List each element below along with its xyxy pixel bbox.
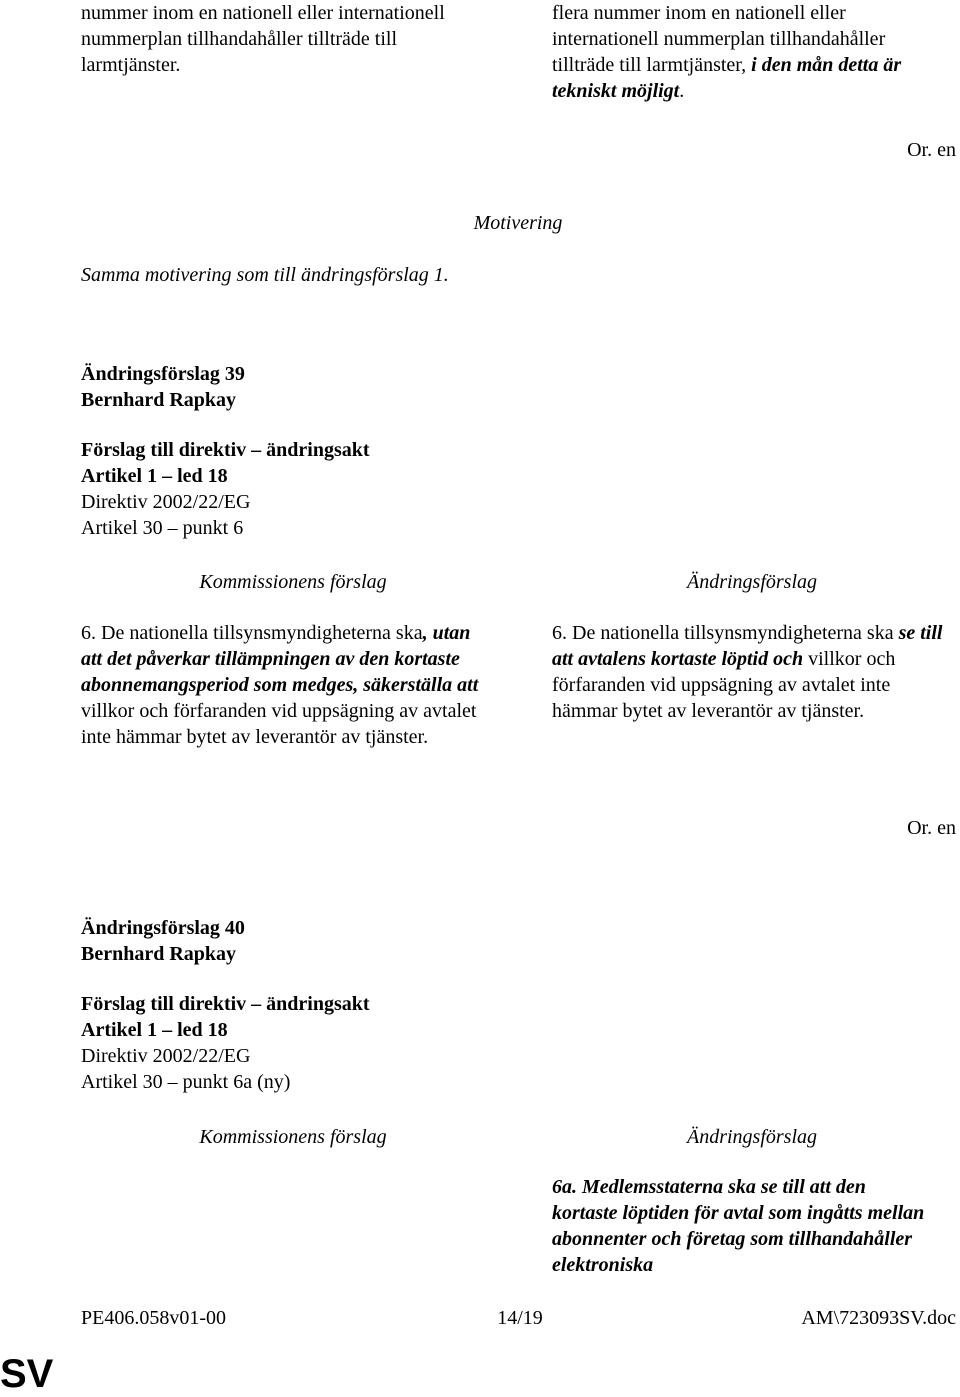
- footer-file-name: AM\723093SV.doc: [801, 1307, 956, 1329]
- amendment-40-right-text: 6a. Medlemsstaterna ska se till att den kortaste löptiden för avtal som ingåtts mellan abonnenter och företag som tillhandahåller elektroniska: [552, 1176, 925, 1276]
- amendment-39-author: Bernhard Rapkay: [81, 389, 237, 411]
- amendment-39-left-text: [81, 620, 481, 750]
- original-language-2: Or. en: [907, 817, 956, 839]
- top-right-text: [552, 0, 952, 104]
- original-language-1: Or. en: [907, 139, 956, 161]
- amendment-39-proposal: Förslag till direktiv – ändringsakt: [81, 439, 370, 461]
- amendment-39-point: Artikel 30 – punkt 6: [81, 517, 244, 539]
- amendment-39-left-header: Kommissionens förslag: [199, 571, 387, 593]
- amendment-40-right-header: Ändringsförslag: [686, 1126, 818, 1148]
- amendment-40-point: Artikel 30 – punkt 6a (ny): [81, 1071, 291, 1093]
- amendment-39-right-post: villkor och förfaranden vid uppsägning av avtalet inte hämmar bytet av leverantör av tjänster.: [552, 648, 896, 722]
- amendment-40-article: Artikel 1 – led 18: [81, 1019, 228, 1041]
- language-code: SV: [0, 1352, 54, 1396]
- motivering-heading: Motivering: [473, 212, 563, 234]
- amendment-39-right-text: [552, 620, 952, 724]
- footer-doc-ref: PE406.058v01-00: [81, 1307, 226, 1329]
- footer-page-number: 14/19: [497, 1307, 543, 1329]
- amendment-39-right-emphasis: se till att avtalens kortaste löptid och: [552, 622, 943, 670]
- amendment-39-article: Artikel 1 – led 18: [81, 465, 228, 487]
- amendment-40-proposal: Förslag till direktiv – ändringsakt: [81, 993, 370, 1015]
- amendment-39-left-post: villkor och förfaranden vid uppsägning av avtalet inte hämmar bytet av leverantör av tjänster.: [81, 700, 477, 748]
- top-right-plain: flera nummer inom en nationell eller internationell nummerplan tillhandahåller tillträde till larmtjänster,: [552, 2, 886, 76]
- amendment-39-left-pre: 6. De nationella tillsynsmyndigheterna ska: [81, 622, 423, 644]
- amendment-39-right-pre: 6. De nationella tillsynsmyndigheterna ska: [552, 622, 899, 644]
- amendment-39-right-header: Ändringsförslag: [686, 571, 818, 593]
- motivering-text: Samma motivering som till ändringsförslag 1.: [81, 264, 449, 286]
- amendment-39-left-emphasis: , utan att det påverkar tillämpningen av den kortaste abonnemangsperiod som medges, säkerställa att: [81, 622, 479, 696]
- top-left-text: nummer inom en nationell eller internationell nummerplan tillhandahåller tillträde till larmtjänster.: [81, 2, 445, 76]
- amendment-40-left-header: Kommissionens förslag: [199, 1126, 387, 1148]
- top-right-end: .: [679, 80, 685, 102]
- amendment-39-directive: Direktiv 2002/22/EG: [81, 491, 251, 513]
- amendment-40-number: Ändringsförslag 40: [81, 917, 245, 939]
- amendment-40-author: Bernhard Rapkay: [81, 943, 237, 965]
- amendment-39-number: Ändringsförslag 39: [81, 363, 245, 385]
- amendment-40-directive: Direktiv 2002/22/EG: [81, 1045, 251, 1067]
- top-right-emphasis: i den mån detta är tekniskt möjligt: [552, 54, 902, 102]
